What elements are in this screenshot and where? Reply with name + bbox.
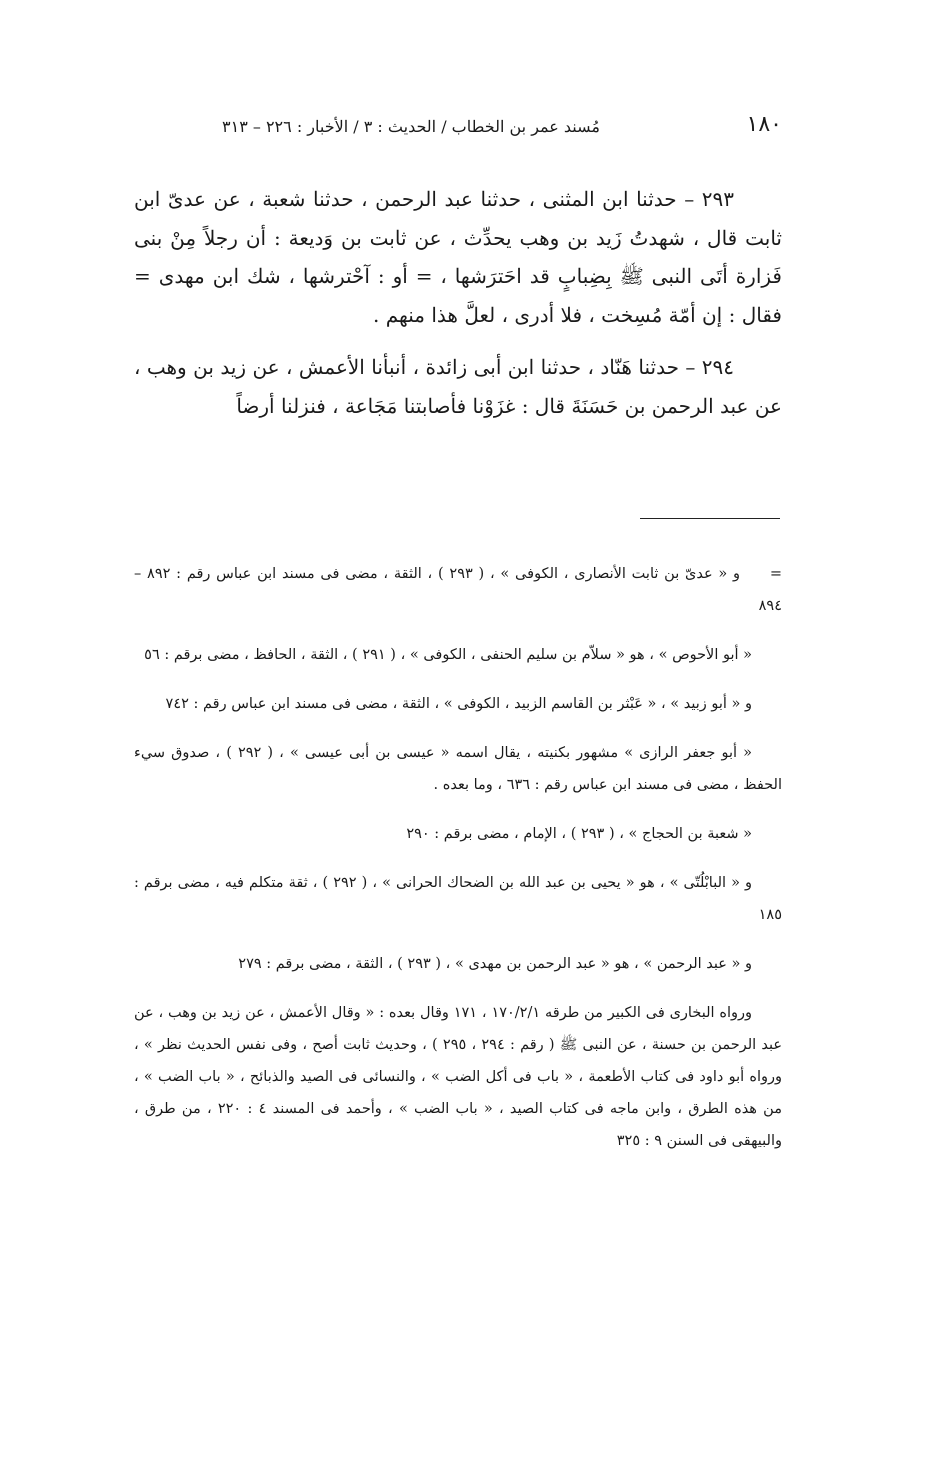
footnote-item: و « أبو زبيد » ، « عَبْثر بن القاسم الزبيد ، الكوفى » ، الثقة ، مضى فى مسند ابن عباس رقم : ٧٤٢ — [165, 696, 752, 712]
running-head-title: مُسند عمر بن الخطاب / الحديث : ٣ / الأخبار : ٢٢٦ – ٣١٣ — [222, 117, 600, 136]
footnote-item — [134, 558, 782, 622]
running-head — [222, 112, 782, 146]
hadith-293: ٢٩٣ – حدثنا ابن المثنى ، حدثنا عبد الرحمن ، حدثنا شعبة ، عن عدىّ ابن ثابت قال ، شهدتُ زَيد بن وهب يحدِّث ، عن ثابت بن وَديعة : أن رجلاً مِنْ بنى فَزارة أتَى النبى ﷺ بِضِبابٍ قد احَترَشها ، = أو : آحْترشها ، شك ابن مهدى = فقال : إن أمّة مُسِخت ، فلا أدرى ، لعلَّ هذا منهم . — [134, 187, 782, 327]
footnote-item: « أبو الأحوص » ، هو « سلاّم بن سليم الحنفى ، الكوفى » ، ( ٢٩١ ) ، الثقة ، الحافظ ، مضى برقم : ٥٦ — [144, 647, 752, 663]
footnotes — [134, 558, 782, 1174]
page-number: ١٨٠ — [746, 112, 782, 137]
main-text — [134, 180, 782, 439]
footnote-item: « شعبة بن الحجاج » ، ( ٢٩٣ ) ، الإمام ، مضى برقم : ٢٩٠ — [406, 826, 752, 842]
footnote-separator — [640, 518, 780, 519]
footnote-item: ورواه البخارى فى الكبير من طرقه ١٧٠/٢/١ ، ١٧١ وقال بعده : « وقال الأعمش ، عن زيد بن وهب ، عن عبد الرحمن بن حسنة ، عن النبى ﷺ ( رقم : ٢٩٤ ، ٢٩٥ ) ، وحديث ثابت أصح ، وفى نفس الحديث نظر » ، ورواه أبو داود فى كتاب الأطعمة ، « باب فى أكل الضب » ، والنسائى فى الصيد والذبائح ، « باب الضب » ، من هذه الطرق ، وابن ماجه فى كتاب الصيد ، « باب الضب » ، وأحمد فى المسند ٤ : ٢٢٠ ، من طرق ، والبيهقى فى السنن ٩ : ٣٢٥ — [134, 1005, 782, 1149]
hadith-294: ٢٩٤ – حدثنا هَنّاد ، حدثنا ابن أبى زائدة ، أنبأنا الأعمش ، عن زيد بن وهب ، عن عبد الرحمن بن حَسَنَةَ قال : غزَوْنا فأصابتنا مَجَاعة ، فنزلنا أرضاً — [134, 355, 782, 418]
footnote-text: و « عدىّ بن ثابت الأنصارى ، الكوفى » ، ( ٢٩٣ ) ، الثقة ، مضى فى مسند ابن عباس رقم : ٨٩٢ – ٨٩٤ — [134, 566, 782, 614]
footnote-item: و « البابْلُتّى » ، هو « يحيى بن عبد الله بن الضحاك الحرانى » ، ( ٢٩٢ ) ، ثقة متكلم فيه ، مضى برقم : ١٨٥ — [134, 875, 782, 923]
footnote-continuation-marker: = — [769, 566, 783, 582]
footnote-item: و « عبد الرحمن » ، هو « عبد الرحمن بن مهدى » ، ( ٢٩٣ ) ، الثقة ، مضى برقم : ٢٧٩ — [238, 956, 752, 972]
footnote-item: « أبو جعفر الرازى » مشهور بكنيته ، يقال اسمه « عيسى بن أبى عيسى » ، ( ٢٩٢ ) ، صدوق سيء الحفظ ، مضى فى مسند ابن عباس رقم : ٦٣٦ ، وما بعده . — [134, 745, 782, 793]
